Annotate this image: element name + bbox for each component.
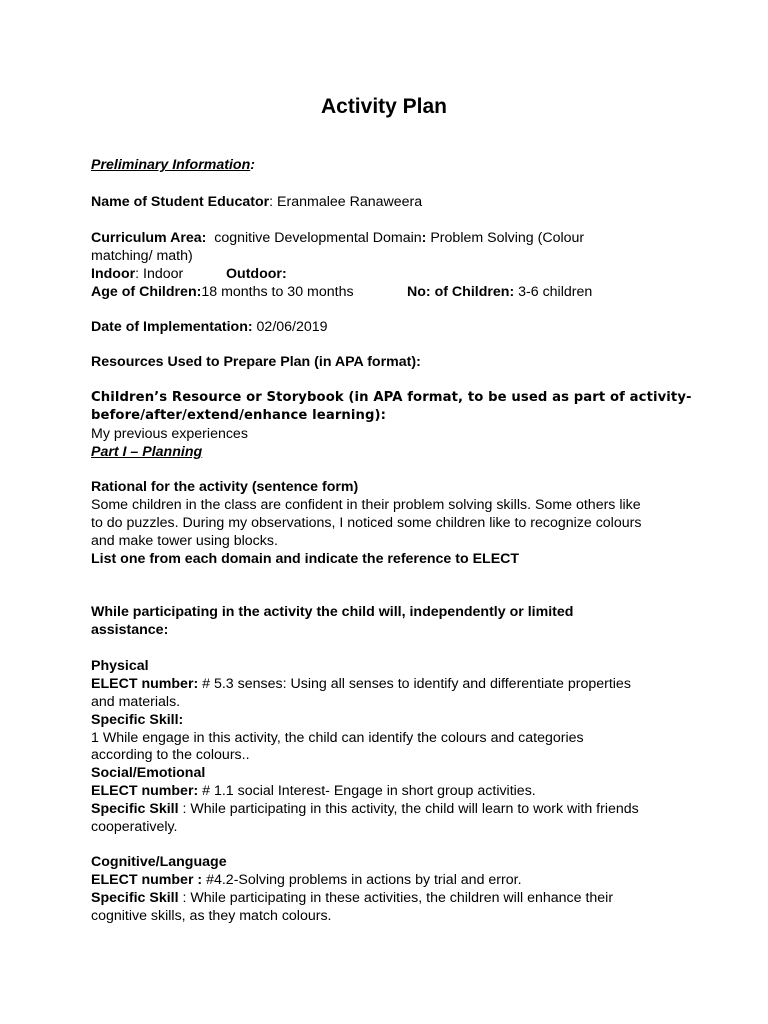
indoor-line xyxy=(91,265,183,283)
student-educator-value: : Eranmalee Ranaweera xyxy=(269,194,423,210)
physical-elect-line xyxy=(91,675,631,693)
resources-heading: Resources Used to Prepare Plan (in APA format): xyxy=(91,354,421,370)
social-skill-line xyxy=(91,800,639,818)
age-line xyxy=(91,283,354,301)
social-elect-line xyxy=(91,782,536,800)
cognitive-skill-label: Specific Skill xyxy=(91,890,179,906)
age-label: Age of Children: xyxy=(91,284,202,300)
cognitive-skill-cont: cognitive skills, as they match colours. xyxy=(91,908,332,924)
social-elect-label: ELECT number: xyxy=(91,783,199,799)
cognitive-skill-value: : While participating in these activities, the children will enhance their xyxy=(178,890,614,906)
while-participating-line-2: assistance: xyxy=(91,622,169,638)
curriculum-cont: matching/ math) xyxy=(91,248,193,264)
student-educator-line xyxy=(91,193,422,211)
cognitive-heading: Cognitive/Language xyxy=(91,854,227,870)
physical-elect-value: # 5.3 senses: Using all senses to identify and differentiate properties xyxy=(198,676,631,692)
physical-skill-line-1: 1 While engage in this activity, the child can identify the colours and categories xyxy=(91,730,584,746)
rational-heading: Rational for the activity (sentence form) xyxy=(91,479,359,495)
implementation-line xyxy=(91,318,328,336)
childrens-resource-heading-2: before/after/extend/enhance learning): xyxy=(91,408,387,423)
rational-line-2: to do puzzles. During my observations, I noticed some children like to recognize colours xyxy=(91,515,642,531)
rational-line-3: and make tower using blocks. xyxy=(91,533,278,549)
implementation-value: 02/06/2019 xyxy=(252,319,328,335)
curriculum-value: Problem Solving (Colour xyxy=(426,230,585,246)
curriculum-label: Curriculum Area: xyxy=(91,230,207,246)
social-skill-cont: cooperatively. xyxy=(91,819,178,835)
indoor-value: : Indoor xyxy=(135,266,184,282)
physical-elect-cont: and materials. xyxy=(91,694,181,710)
part1-heading: Part I – Planning xyxy=(91,444,203,460)
cognitive-elect-label: ELECT number : xyxy=(91,872,203,888)
rational-line-1: Some children in the class are confident in their problem solving skills. Some others like xyxy=(91,497,641,513)
preliminary-heading-line xyxy=(91,156,255,174)
physical-skill-line-2: according to the colours.. xyxy=(91,747,250,763)
while-participating-line-1: While participating in the activity the child will, independently or limited xyxy=(91,604,574,620)
cognitive-elect-line xyxy=(91,871,522,889)
indoor-label: Indoor xyxy=(91,266,136,282)
social-skill-value: : While participating in this activity, the child will learn to work with friends xyxy=(178,801,639,817)
outdoor-label: Outdoor: xyxy=(226,266,287,282)
physical-skill-label: Specific Skill: xyxy=(91,712,184,728)
social-elect-value: # 1.1 social Interest- Engage in short group activities. xyxy=(198,783,536,799)
preliminary-heading: Preliminary Information xyxy=(91,157,251,173)
physical-heading: Physical xyxy=(91,658,149,674)
childrens-resource-heading-1: Children’s Resource or Storybook (in APA format, to be used as part of activity- xyxy=(91,390,692,405)
num-children-label: No: of Children: xyxy=(407,284,515,300)
num-children-value: 3-6 children xyxy=(514,284,593,300)
page-title: Activity Plan xyxy=(320,95,448,118)
cognitive-skill-line xyxy=(91,889,613,907)
physical-elect-label: ELECT number: xyxy=(91,676,199,692)
implementation-label: Date of Implementation: xyxy=(91,319,253,335)
curriculum-domain: cognitive Developmental Domain xyxy=(206,230,422,246)
student-educator-label: Name of Student Educator xyxy=(91,194,270,210)
social-heading: Social/Emotional xyxy=(91,765,206,781)
list-domain-heading: List one from each domain and indicate the reference to ELECT xyxy=(91,551,520,567)
preliminary-colon: : xyxy=(250,157,255,173)
curriculum-line xyxy=(91,229,584,247)
num-children-line xyxy=(407,283,592,301)
age-value: 18 months to 30 months xyxy=(201,284,354,300)
childrens-resource-value: My previous experiences xyxy=(91,426,248,442)
cognitive-elect-value: #4.2-Solving problems in actions by trial and error. xyxy=(202,872,522,888)
curriculum-colon: : xyxy=(421,230,427,246)
social-skill-label: Specific Skill xyxy=(91,801,179,817)
